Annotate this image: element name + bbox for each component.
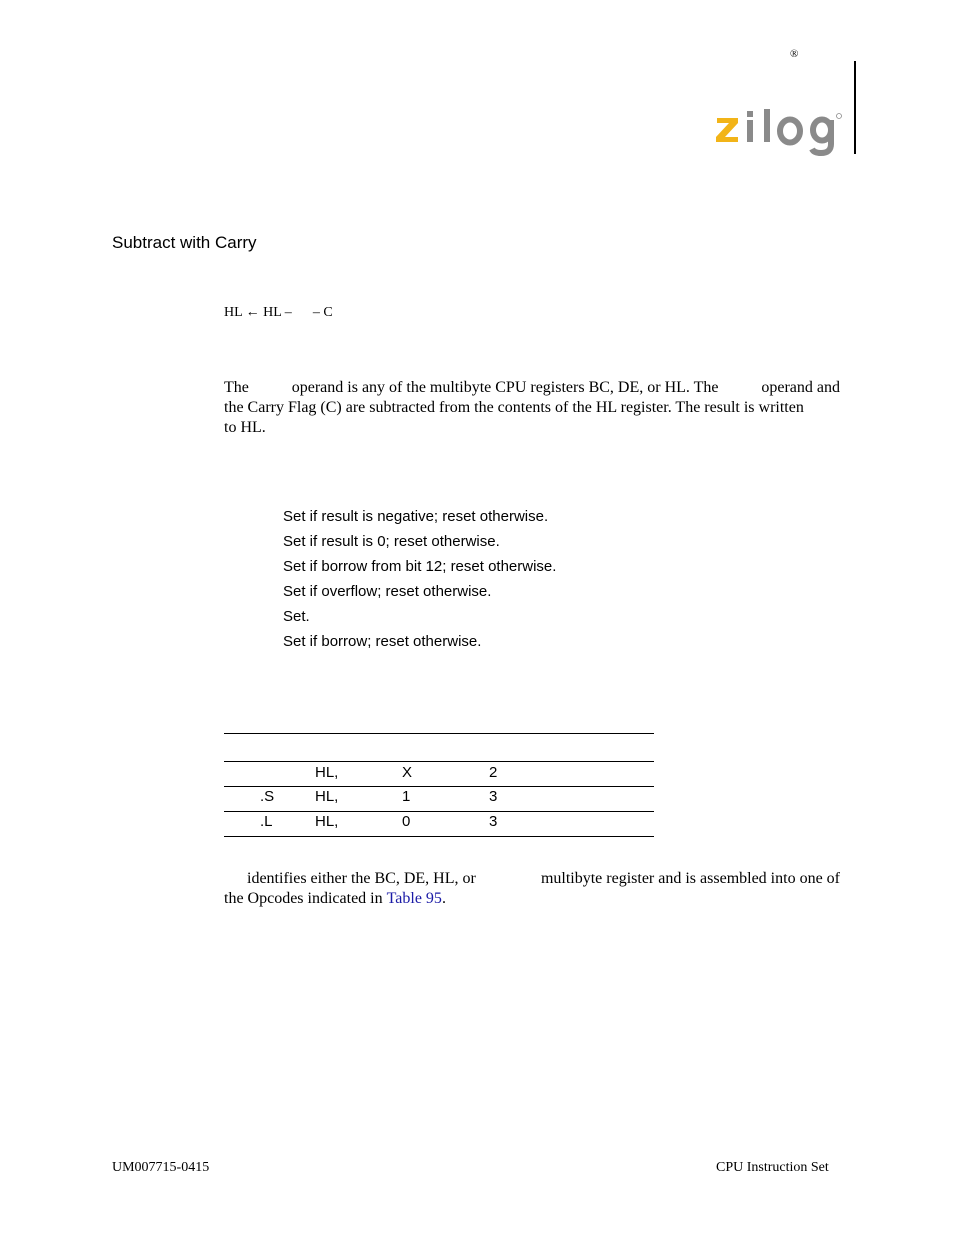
footer-section-name: CPU Instruction Set xyxy=(716,1160,829,1175)
registered-trademark: ® xyxy=(790,48,799,60)
section-title: Subtract with Carry xyxy=(112,233,257,252)
flag-sign-description: Set if result is negative; reset otherwise. xyxy=(283,508,549,525)
zilog-logo xyxy=(714,104,844,161)
description-line-3: to HL. xyxy=(224,419,266,436)
description-line-1: The operand is any of the multibyte CPU registers BC, DE, or HL. The operand and xyxy=(224,379,840,396)
table-row-rule xyxy=(224,786,654,787)
header-vertical-rule xyxy=(854,61,856,154)
zilog-logo-graphic xyxy=(714,104,844,156)
operation-dest: HL xyxy=(224,305,243,320)
footer-document-id: UM007715-0415 xyxy=(112,1160,210,1175)
table-bottom-rule xyxy=(224,836,654,837)
description-line-2: the Carry Flag (C) are subtracted from the contents of the HL register. The result is written xyxy=(224,399,804,416)
flag-carry-description: Set if borrow; reset otherwise. xyxy=(283,633,482,650)
operation-expression xyxy=(224,305,333,321)
description-paragraph xyxy=(224,378,840,438)
operation-carry: – C xyxy=(312,305,333,320)
table-header-rule xyxy=(224,761,654,762)
table-top-rule xyxy=(224,733,654,734)
flag-zero-description: Set if result is 0; reset otherwise. xyxy=(283,533,500,550)
operand-note-paragraph xyxy=(224,869,840,909)
flag-half-carry-description: Set if borrow from bit 12; reset otherwise. xyxy=(283,558,557,575)
note-line-2: the Opcodes indicated in Table 95 . xyxy=(224,890,446,907)
note-line-1: identifies either the BC, DE, HL, or multibyte register and is assembled into one of xyxy=(247,870,840,887)
table-95-link[interactable]: Table 95 xyxy=(386,890,442,907)
arrow-left-icon: ← xyxy=(245,305,260,320)
flag-subtract-description: Set. xyxy=(283,608,310,625)
table-row-rule xyxy=(224,811,654,812)
operation-source: HL – xyxy=(263,305,292,320)
flag-overflow-description: Set if overflow; reset otherwise. xyxy=(283,583,492,600)
